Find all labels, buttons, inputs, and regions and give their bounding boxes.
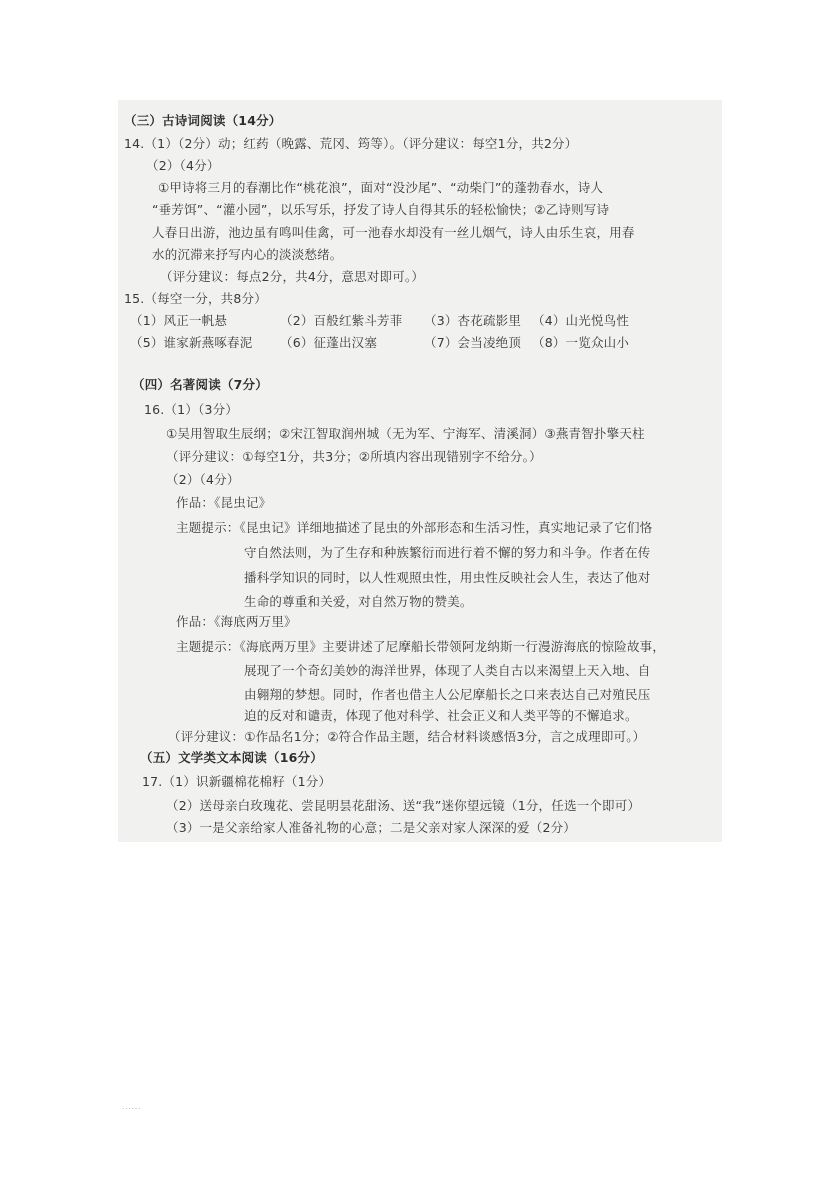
answer-16-1-text: ①吴用智取生辰纲；②宋江智取润州城（无为军、宁海军、清溪洞）③燕青智扑擎天柱 [166,426,645,441]
scoring-note-16-2: （评分建议：①作品名1分；②符合作品主题，结合材料谈感悟3分，言之成理即可。） [168,729,646,744]
answer-14-2-text: 水的沉滞来抒写内心的淡淡愁绪。 [152,247,343,262]
theme-text: 主题提示：《昆虫记》详细地描述了昆虫的外部形态和生活习性，真实地记录了它们恪 [176,520,653,535]
answer-15-item: （2）百般红紫斗芳菲 [280,313,403,328]
answer-15-item: （6）征蓬出汉塞 [280,335,378,350]
answer-15-item: （1）风正一帆悬 [130,313,228,328]
section-heading-classics: （四）名著阅读（7分） [132,377,268,392]
theme-text: 播科学知识的同时，以人性观照虫性，用虫性反映社会人生，表达了他对 [244,570,651,585]
answer-17-3: （3）一是父亲给家人准备礼物的心意；二是父亲对家人深深的爱（2分） [166,820,577,835]
answer-16-2-label: （2）（4分） [166,472,240,487]
answer-15-item: （8）一览众山小 [532,335,630,350]
theme-text: 迫的反对和谴责，体现了他对科学、社会正义和人类平等的不懈追求。 [244,708,638,723]
answer-14-2-text: ①甲诗将三月的春潮比作“桃花浪”，面对“没沙尾”、“动柴门”的蓬勃春水，诗人 [158,180,604,195]
answer-15-item: （5）谁家新燕啄春泥 [130,335,253,350]
answer-14-1: 14.（1）（2分）动；红药（晚露、荒冈、筠等）。（评分建议：每空1分，共2分） [124,136,578,151]
answer-15-item: （3）杏花疏影里 [424,313,522,328]
work-title: 作品：《海底两万里》 [176,614,297,629]
answer-14-2-label: （2）（4分） [146,158,220,173]
answer-16-1-label: 16.（1）（3分） [144,402,239,417]
answer-15-label: 15.（每空一分，共8分） [124,291,267,306]
footer-mark: ...... [122,1103,142,1111]
answer-14-2-text: “垂芳饵”、“灌小园”，以乐写乐，抒发了诗人自得其乐的轻松愉快；②乙诗则写诗 [152,202,610,217]
theme-text: 生命的尊重和关爱，对自然万物的赞美。 [244,594,473,609]
answer-14-2-text: 人春日出游，池边虽有鸣叫佳禽，可一池春水却没有一丝儿烟气，诗人由乐生哀，用春 [152,225,635,240]
scoring-note-14: （评分建议：每点2分，共4分，意思对即可。） [160,269,425,284]
answer-17-2: （2）送母亲白玫瑰花、尝昆明昙花甜汤、送“我”迷你望远镜（1分，任选一个即可） [166,798,641,813]
theme-text: 守自然法则，为了生存和种族繁衍而进行着不懈的努力和斗争。作者在传 [244,545,651,560]
section-heading-literary: （五）文学类文本阅读（16分） [140,750,323,765]
scoring-note-16-1: （评分建议：①每空1分，共3分；②所填内容出现错别字不给分。） [166,449,542,464]
theme-text: 由翱翔的梦想。同时，作者也借主人公尼摩船长之口来表达自己对殖民压 [244,687,651,702]
answer-15-item: （7）会当凌绝顶 [424,335,522,350]
work-title: 作品：《昆虫记》 [176,495,272,510]
answer-15-item: （4）山光悦鸟性 [532,313,630,328]
theme-text: 主题提示：《海底两万里》主要讲述了尼摩船长带领阿龙纳斯一行漫游海底的惊险故事， [176,639,666,654]
theme-text: 展现了一个奇幻美妙的海洋世界，体现了人类自古以来渴望上天入地、自 [244,663,651,678]
answer-17-1: 17.（1）识新疆棉花棉籽（1分） [142,774,332,789]
section-heading-poetry: （三）古诗词阅读（14分） [124,113,282,128]
